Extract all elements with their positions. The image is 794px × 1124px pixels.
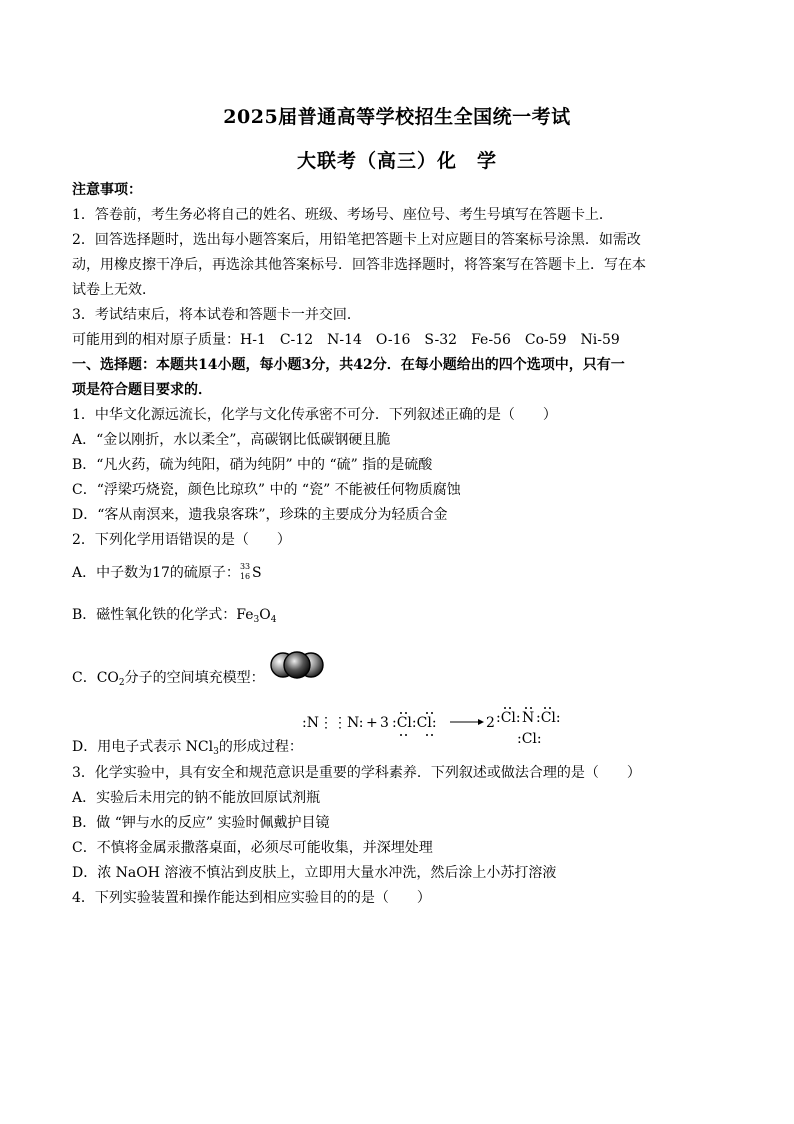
q2-option-c <box>72 668 732 693</box>
lone-pair-dot <box>400 734 402 736</box>
q3-stem: 3．化学实验中，具有安全和规范意识是重要的学科素养．下列叙述或做法合理的是（ ） <box>72 765 641 781</box>
equation-reactant-cl: :Cl:Cl: <box>392 715 437 731</box>
product-dot <box>530 707 532 709</box>
product-cl-bottom: :Cl: <box>517 731 542 747</box>
lone-pair-dot <box>405 712 407 714</box>
q2-option-c-text-tail: 分子的空间填充模型： <box>124 670 265 686</box>
formula-subscript: 4 <box>270 615 277 625</box>
formula-part: O <box>259 607 271 623</box>
element-symbol: S <box>251 565 262 581</box>
co2-space-filling-model-image <box>270 650 324 680</box>
q2-option-b-text: B．磁性氧化铁的化学式： <box>72 607 237 623</box>
product-dot <box>509 707 511 709</box>
equation-plus: + <box>366 715 378 731</box>
product-dot <box>549 707 551 709</box>
formula-subscript: 2 <box>118 678 125 688</box>
lone-pair-dot <box>400 712 402 714</box>
product-n: N <box>522 710 535 726</box>
formula-subscript: 3 <box>213 747 219 757</box>
q2-option-c-text: C．CO <box>72 670 119 686</box>
carbon-atom <box>284 652 310 678</box>
lone-pair-dot <box>426 712 428 714</box>
lone-pair-dot <box>405 734 407 736</box>
q3-option-c: C．不慎将金属汞撒落桌面，必须尽可能收集，并深埋处理 <box>72 840 433 856</box>
section-1-instructions-line-2: 项是符合题目要求的． <box>72 382 212 398</box>
q1-option-b: B．“凡火药，硫为纯阳，硝为纯阴” 中的 “硫” 指的是硫酸 <box>72 457 433 473</box>
formula-subscript: 3 <box>253 615 260 625</box>
lone-pair-dot <box>431 712 433 714</box>
q3-option-b: B．做 “钾与水的反应” 实验时佩戴护目镜 <box>72 815 330 831</box>
q2-option-d <box>72 737 732 762</box>
lone-pair-dot <box>426 734 428 736</box>
q2-option-a-text: A．中子数为17的硫原子： <box>72 565 240 581</box>
equation-coefficient-1: 3 <box>380 715 389 731</box>
q1-stem: 1．中华文化源远流长，化学与文化传承密不可分．下列叙述正确的是（ ） <box>72 407 557 423</box>
notice-item-2-line-3: 试卷上无效． <box>72 282 156 298</box>
nuclide-notation <box>240 563 252 583</box>
q2-option-d-text-tail: 的形成过程： <box>218 739 303 755</box>
notice-heading: 注意事项： <box>72 182 142 198</box>
q2-option-d-text: D．用电子式表示 NCl <box>72 739 214 755</box>
formula-part: Fe <box>236 607 254 623</box>
product-dots <box>504 707 551 709</box>
product-cl-right: :Cl: <box>536 710 561 726</box>
exam-subtitle: 大联考（高三）化 学 <box>296 150 497 172</box>
notice-item-1: 1．答卷前，考生务必将自己的姓名、班级、考场号、座位号、考生号填写在答题卡上． <box>72 207 613 223</box>
equation-reactant-n2: :N⋮⋮N: <box>302 715 364 731</box>
q3-option-a: A．实验后未用完的钠不能放回原试剂瓶 <box>72 790 321 806</box>
q1-option-c: C．“浮梁巧烧瓷，颜色比琼玖” 中的 “瓷” 不能被任何物质腐蚀 <box>72 482 461 498</box>
notice-item-3: 3．考试结束后，将本试卷和答题卡一并交回． <box>72 307 361 323</box>
section-1-instructions-line-1: 一、选择题：本题共14小题，每小题3分，共42分．在每小题给出的四个选项中，只有一 <box>72 357 625 373</box>
lone-pair-dot <box>431 734 433 736</box>
reaction-arrow-head <box>478 719 484 725</box>
q2-option-b <box>72 605 732 630</box>
equation-coefficient-2: 2 <box>486 715 495 731</box>
product-dot <box>525 707 527 709</box>
atomic-number: 16 <box>239 572 251 581</box>
q1-option-d: D．“客从南溟来，遗我泉客珠”，珍珠的主要成分为轻质合金 <box>72 507 448 523</box>
atomic-masses: 可能用到的相对原子质量：H-1 C-12 N-14 O-16 S-32 Fe-56 Co-59 Ni-59 <box>72 332 620 348</box>
product-cl-left: :Cl: <box>496 710 521 726</box>
q4-stem: 4．下列实验装置和操作能达到相应实验目的的是（ ） <box>72 890 431 906</box>
q1-option-a: A．“金以刚折，水以柔全”，高碳钢比低碳钢硬且脆 <box>72 432 391 448</box>
notice-item-2-line-2: 动，用橡皮擦干净后，再选涂其他答案标号．回答非选择题时，将答案写在答题卡上．写在本 <box>72 257 646 273</box>
notice-item-2-line-1: 2．回答选择题时，选出每小题答案后，用铅笔把答题卡上对应题目的答案标号涂黑．如需改 <box>72 232 641 248</box>
product-dot <box>504 707 506 709</box>
q3-option-d: D．浓 NaOH 溶液不慎沾到皮肤上，立即用大量水冲洗，然后涂上小苏打溶液 <box>72 865 557 881</box>
q2-option-a <box>72 563 732 583</box>
mass-number: 33 <box>239 562 251 571</box>
exam-title: 2025届普通高等学校招生全国统一考试 <box>223 106 571 128</box>
product-dot <box>544 707 546 709</box>
q2-stem: 2．下列化学用语错误的是（ ） <box>72 532 291 548</box>
